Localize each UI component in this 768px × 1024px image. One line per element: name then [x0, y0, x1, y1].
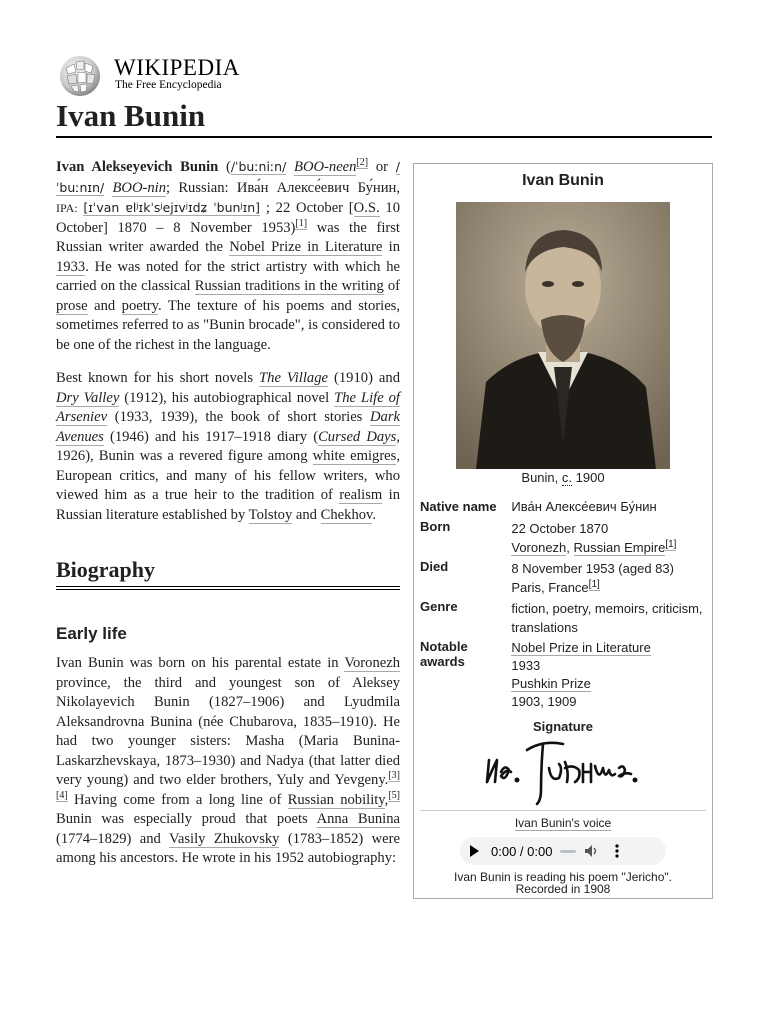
volume-icon[interactable]: [584, 844, 600, 858]
life-of-arseniev-link[interactable]: The Life of Arseniev: [56, 389, 400, 425]
text: province, the third and youngest son of Aleksey Nikolayevich Bunin (1827–1906) and Lyudmila Aleksandrovna Bunina (née Chubarova, 1835–1910). He had two younger sisters: Masha (Maria Bunina-Laskarzhevskaya, 1873–1930) and Nadya (that latter died very young) and two elder brothers, Yuly and Yevgeny.: [56, 674, 400, 788]
poetry-link[interactable]: poetry: [121, 297, 159, 314]
text: . He was noted for the strict artistry with which he carried on the classical: [56, 258, 400, 294]
infobox: [413, 163, 713, 899]
traditions-link[interactable]: Russian traditions in the writing: [194, 278, 384, 294]
text: Ivan Bunin was born on his parental estate in: [56, 655, 339, 671]
text: (1774–1829) and: [56, 830, 161, 847]
infobox-row-native-name: [414, 499, 712, 514]
text: or: [375, 159, 389, 175]
dark-avenues-link[interactable]: Dark Avenues: [56, 409, 400, 445]
caption-year: 1900: [575, 470, 605, 485]
wordmark: WIKIPEDIA: [114, 55, 240, 80]
nobel-prize-link[interactable]: Nobel Prize in Literature: [511, 640, 651, 655]
tagline: The Free Encyclopedia: [115, 79, 222, 91]
infobox-row-genre: [414, 599, 712, 637]
born-date: 22 October 1870: [511, 521, 609, 536]
separator: ,: [566, 540, 570, 555]
text: and: [94, 297, 116, 314]
row-value: Ива́н Алексе́евич Бу́нин: [511, 499, 657, 514]
row-value: [511, 559, 706, 597]
text: (1910) and: [334, 370, 400, 386]
player-time: 0:00 / 0:00: [491, 843, 553, 859]
row-value: fiction, poetry, memoirs, criticism, translations: [511, 601, 703, 635]
text: (1912), his autobiographical novel: [124, 389, 330, 406]
page-title: Ivan Bunin: [56, 96, 712, 138]
ipa-link[interactable]: /ˈbuːniːn/: [230, 159, 287, 174]
text: of: [387, 278, 401, 294]
tolstoy-link[interactable]: Tolstoy: [248, 506, 293, 523]
audio-caption-line: Recorded in 1908: [515, 882, 611, 896]
wikipedia-logo[interactable]: [56, 54, 246, 94]
died-date: 8 November 1953 (aged 83): [511, 561, 674, 576]
text: 10 October] 1870 – 8 November 1953): [56, 200, 400, 236]
died-place-text: Paris, France: [511, 580, 589, 595]
signature-label: Signature: [533, 719, 593, 734]
reference-link[interactable]: [1]: [588, 578, 600, 590]
vasily-zhukovsky-link[interactable]: Vasily Zhukovsky: [168, 830, 280, 847]
play-icon[interactable]: [470, 845, 479, 857]
text: and: [295, 506, 317, 523]
audio-player[interactable]: [460, 837, 666, 865]
text: (1946) and his 1917–1918 diary (: [109, 428, 319, 445]
text: ; Russian:: [166, 179, 229, 196]
early-life-heading: Early life: [56, 624, 127, 643]
wikipedia-globe-icon: [56, 54, 104, 98]
died-place: [511, 578, 706, 597]
row-label: Notable awards: [420, 639, 468, 669]
row-label: Native name: [420, 499, 497, 514]
russian-nobility-link[interactable]: Russian nobility: [287, 791, 385, 808]
audio-caption-line: Ivan Bunin is reading his poem "Jericho".: [454, 870, 672, 884]
ipa-russian-link[interactable]: [ɪˈvan ɐlʲɪkˈsʲejɪvʲɪdʑ ˈbunʲɪn]: [83, 200, 261, 215]
respelling-link[interactable]: BOO-neen: [294, 159, 357, 175]
audio-caption: [414, 871, 712, 895]
reference-link[interactable]: [3][4]: [56, 770, 400, 801]
respelling-link[interactable]: BOO-nin: [112, 179, 166, 196]
reference-link[interactable]: [2]: [356, 157, 369, 169]
row-label: Died: [420, 559, 449, 574]
anna-bunina-link[interactable]: Anna Bunina: [316, 811, 401, 827]
text: (1933, 1939), the book of short stories: [114, 409, 363, 425]
portrait-photo[interactable]: [456, 202, 670, 469]
infobox-row-died: [414, 559, 712, 597]
prose-link[interactable]: prose: [56, 297, 88, 314]
text: ; 22 October [: [265, 200, 354, 216]
text: , 1926), Bunin was a revered figure among: [56, 428, 400, 464]
text: .: [372, 506, 377, 523]
realism-link[interactable]: realism: [339, 487, 383, 503]
text: (1783–1852) were among his ancestors. He wrote in his 1952 autobiography:: [56, 830, 400, 866]
pushkin-prize-link[interactable]: Pushkin Prize: [511, 676, 591, 691]
text: was the first Russian writer awarded the: [56, 219, 400, 255]
caption-text: Bunin,: [521, 470, 559, 485]
the-village-link[interactable]: The Village: [259, 370, 328, 386]
reference-link[interactable]: [1]: [295, 217, 308, 229]
russian-name: Ива́н Алексе́евич Бу́нин: [236, 179, 397, 196]
text: Having come from a long line of: [74, 791, 282, 808]
subject-name: Ivan Alekseyevich Bunin: [56, 159, 219, 175]
year-link[interactable]: 1933: [56, 258, 86, 275]
award-year: 1903, 1909: [511, 694, 577, 709]
voronezh-link[interactable]: Voronezh: [344, 655, 400, 671]
born-place: [511, 538, 706, 557]
row-label: Born: [420, 519, 451, 534]
chekhov-link[interactable]: Chekhov: [320, 506, 373, 523]
circa-abbr: c.: [561, 470, 573, 485]
cursed-days-link[interactable]: Cursed Days: [318, 428, 397, 445]
article-body: [56, 157, 400, 883]
text: in: [388, 239, 401, 255]
dry-valley-link[interactable]: Dry Valley: [56, 389, 120, 406]
award-year: 1933: [511, 658, 541, 673]
infobox-row-born: [414, 519, 712, 557]
nobel-prize-link[interactable]: Nobel Prize in Literature: [229, 239, 383, 255]
progress-bar[interactable]: [560, 850, 576, 853]
infobox-row-awards: [414, 639, 712, 711]
text: Bunin was especially proud that poets: [56, 811, 308, 827]
row-value: [511, 639, 706, 711]
audio-file-link[interactable]: Ivan Bunin's voice: [514, 816, 612, 830]
row-value: [511, 519, 706, 557]
reference-link[interactable]: [5]: [388, 789, 400, 801]
ipa-label: IPA:: [56, 201, 78, 215]
voronezh-link[interactable]: Voronezh: [511, 540, 567, 555]
old-style-link[interactable]: O.S.: [353, 200, 380, 216]
second-paragraph: [56, 369, 400, 525]
early-life-paragraph: Ivan Bunin was born on his parental estate in Voronezh province, the third and youngest son of Aleksey Nikolayevich Bunin (1827–1906) and Lyudmila Aleksandrovna Bunina (née Chubarova, 1835–1910). He had two younger sisters: Masha (Maria Bunina-Laskarzhevskaya, 1873–1930) and Nadya (that latter died very young) and two elder brothers, Yuly and Yevgeny.[3][4] Having come from a long line of Russian nobility,[5] Bunin was especially proud that poets Anna Bunina (1774–1829) and Vasily Zhukovsky (1783–1852) were among his ancestors. He wrote in his 1952 autobiography:: [56, 655, 401, 866]
reference-link[interactable]: [1]: [665, 538, 677, 550]
more-options-icon[interactable]: [614, 843, 620, 859]
signature-image[interactable]: [483, 738, 643, 806]
divider: [420, 810, 706, 811]
text: in Russian literature established by: [56, 487, 400, 523]
text: . The texture of his poems and stories, sometimes referred to as "Bunin brocade", is considered to be one of the richest in the language.: [56, 297, 401, 353]
text: Best known for his short novels: [56, 370, 254, 386]
biography-heading: Biography: [56, 558, 400, 590]
row-label: Genre: [420, 599, 458, 614]
white-emigres-link[interactable]: white emigres: [312, 448, 397, 464]
russian-empire-link[interactable]: Russian Empire: [573, 540, 666, 555]
lead-paragraph: Ivan Alekseyevich Bunin (/ˈbuːniːn/ BOO-neen[2] or /ˈbuːnɪn/ BOO-nin; Russian: Ива́н Алексе́евич Бу́нин, IPA: [ɪˈvan ɐlʲɪkˈsʲejɪvʲɪdʑ ˈbunʲɪn] ; 22 October [O.S. 10 October] 1870 – 8 November 1953)[1] was the first Russian writer awarded the Nobel Prize in Literature in 1933. He was noted for the strict artistry with which he carried on the classical Russian traditions in the writing of prose and poetry. The texture of his poems and stories, sometimes referred to as "Bunin brocade", is considered to be one of the richest in the language.: [56, 157, 401, 353]
photo-caption: [414, 470, 712, 485]
audio-title: [414, 816, 712, 830]
ipa-link[interactable]: /ˈbuːnɪn/: [56, 159, 400, 195]
infobox-title: Ivan Bunin: [522, 172, 604, 189]
text: , European critics, and many of his fellow writers, who viewed him as a true heir to the tradition of: [56, 448, 400, 503]
